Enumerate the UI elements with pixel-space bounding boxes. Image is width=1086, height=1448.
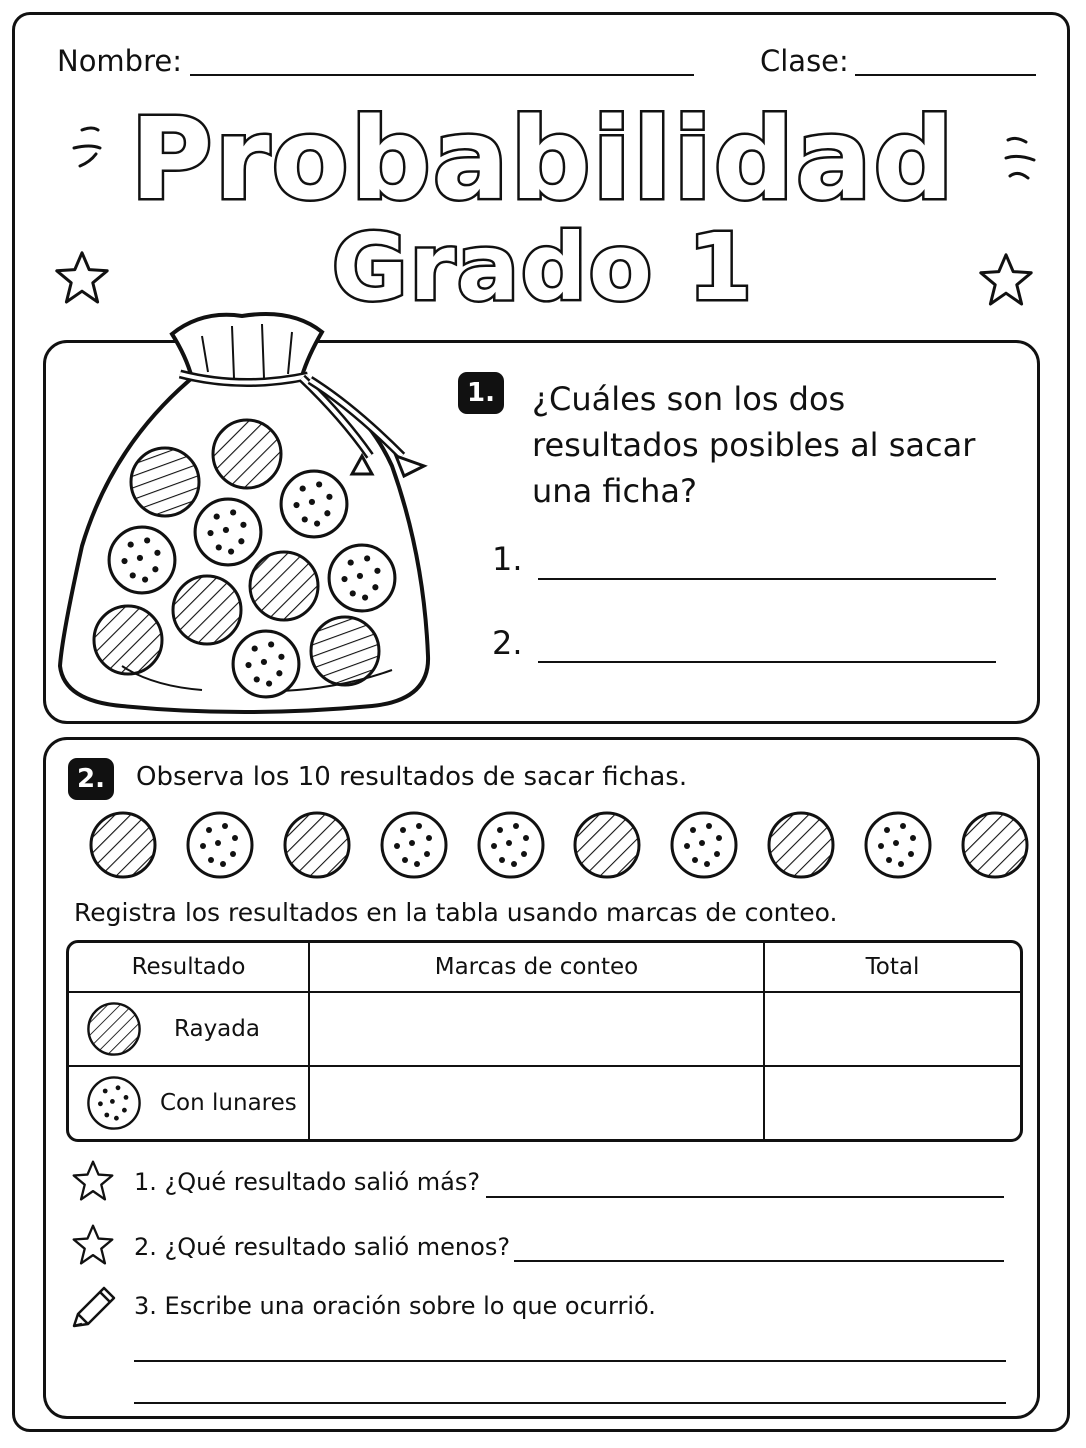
dotted-chip-icon — [863, 810, 933, 880]
star-right-icon — [976, 250, 1036, 310]
tally-header-row — [69, 943, 1020, 993]
followup-question-a: 1. ¿Qué resultado salió más? — [134, 1168, 481, 1196]
total-cell-rayada[interactable] — [765, 993, 1020, 1067]
star-bullet-icon — [70, 1158, 116, 1204]
result-label-rayada: Rayada — [174, 1016, 260, 1043]
question-1-text: ¿Cuáles son los dos resultados posibles al sacar una ficha? — [532, 380, 976, 510]
class-label: Clase: — [760, 44, 849, 78]
striped-chip-icon — [86, 1001, 142, 1057]
header-total: Total — [765, 943, 1020, 993]
answer-1-label: 1. — [492, 540, 523, 578]
answer-1-field[interactable] — [538, 578, 996, 580]
result-cell-lunares — [69, 1067, 310, 1139]
star-left-icon — [52, 248, 112, 308]
tally-cell-lunares[interactable] — [310, 1067, 765, 1139]
table-row — [69, 993, 1020, 1067]
tally-table — [66, 940, 1023, 1142]
striped-chip-icon — [572, 810, 642, 880]
worksheet-subtitle: Grado 1 — [331, 214, 755, 321]
striped-chip-icon — [960, 810, 1030, 880]
followup-answer-c-line-2[interactable] — [134, 1402, 1006, 1404]
followup-question-b: 2. ¿Qué resultado salió menos? — [134, 1233, 511, 1261]
star-bullet-icon — [70, 1222, 116, 1268]
pencil-icon — [66, 1284, 118, 1332]
table-instruction: Registra los resultados en la tabla usando marcas de conteo. — [74, 898, 838, 927]
worksheet-title: Probabilidad — [130, 95, 956, 225]
name-field[interactable] — [190, 74, 694, 76]
class-field[interactable] — [855, 74, 1036, 76]
table-row — [69, 1067, 1020, 1139]
question-2-instruction: Observa los 10 resultados de sacar fichas. — [136, 762, 688, 792]
answer-2-field[interactable] — [538, 661, 996, 663]
striped-chip-icon — [766, 810, 836, 880]
striped-chip-icon — [282, 810, 352, 880]
dotted-chip-icon — [379, 810, 449, 880]
question-2-number-badge: 2. — [68, 758, 114, 800]
header-marcas: Marcas de conteo — [310, 943, 765, 993]
followup-question-c: 3. Escribe una oración sobre lo que ocurrió. — [134, 1292, 656, 1320]
draw-results-row — [88, 810, 1030, 882]
sparkle-right-icon — [1000, 130, 1040, 190]
followup-answer-c-line-1[interactable] — [134, 1360, 1006, 1362]
dotted-chip-icon — [669, 810, 739, 880]
question-1-number-badge: 1. — [458, 372, 504, 414]
answer-2-label: 2. — [492, 624, 523, 662]
tally-cell-rayada[interactable] — [310, 993, 765, 1067]
result-label-lunares: Con lunares — [160, 1090, 297, 1117]
chip-bag-illustration — [52, 306, 442, 726]
striped-chip-icon — [88, 810, 158, 880]
dotted-chip-icon — [185, 810, 255, 880]
total-cell-lunares[interactable] — [765, 1067, 1020, 1139]
followup-answer-a[interactable] — [486, 1196, 1004, 1198]
result-cell-rayada — [69, 993, 310, 1067]
dotted-chip-icon — [476, 810, 546, 880]
header-resultado: Resultado — [69, 943, 310, 993]
name-label: Nombre: — [57, 44, 182, 78]
followup-answer-b[interactable] — [514, 1260, 1004, 1262]
dotted-chip-icon — [86, 1075, 142, 1131]
sparkle-left-icon — [70, 120, 110, 180]
